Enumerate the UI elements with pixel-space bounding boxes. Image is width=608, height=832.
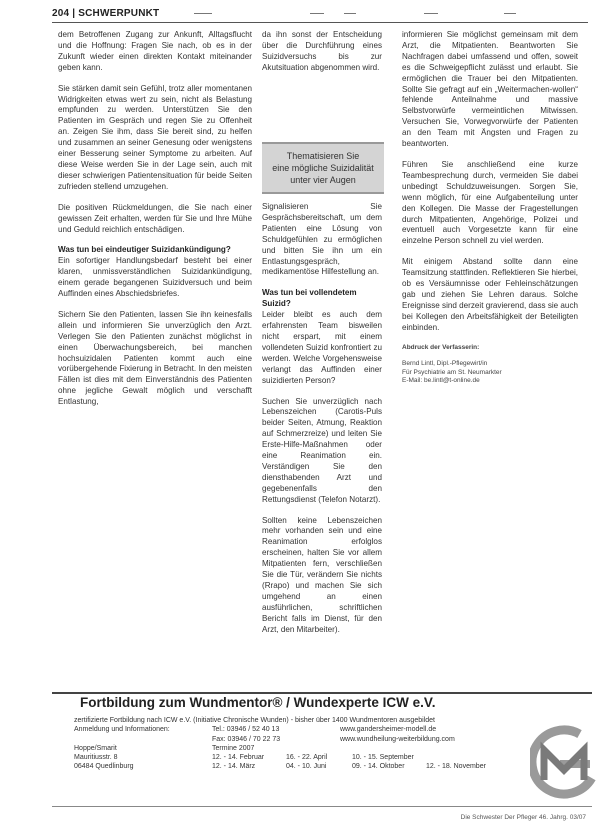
header-dash xyxy=(310,13,324,14)
paragraph: Sichern Sie den Patienten, lassen Sie ihn keinesfalls allein und informieren Sie unverzüglich den Arzt. Verlegen Sie den Patienten zunächst möglichst in einen Überwachungsbereich, bei manchen hochsuizidalen Patienten kommt auch eine vorübergehende Fixierung in Betracht. In den meisten Fällen ist dies mit dem Einverständnis des Patienten ohne jegliche Gewalt möglich und verschafft Entlastung, xyxy=(58,309,252,407)
paragraph: Leider bleibt es auch dem erfahrensten Team bisweilen nicht erspart, mit einem vollendeten Suizid konfrontiert zu werden. Welche Vorgehensweise verlangt das Auffinden einer suizidierten Person? xyxy=(262,310,382,385)
ad-org: Hoppe/Smarit xyxy=(74,745,117,752)
pull-quote-line: unter vier Augen xyxy=(290,175,356,185)
ad-city: 06484 Quedlinburg xyxy=(74,763,134,770)
column-2 xyxy=(262,202,382,646)
ad-street: Mauritiusstr. 8 xyxy=(74,754,118,761)
ad-date: 12. - 14. Februar xyxy=(212,754,265,761)
ad-date: 10. - 15. September xyxy=(352,754,414,761)
page-header xyxy=(52,8,588,24)
subheading: Was tun bei vollendetem Suizid? xyxy=(262,288,357,309)
source-line: Bernd Lintl, Dipl.-Pflegewirt/in xyxy=(402,360,488,368)
gm-logo-icon xyxy=(530,724,602,802)
paragraph: Sie stärken damit sein Gefühl, trotz aller momentanen Widrigkeiten etwas wert zu sein, nicht als Belastung empfunden zu werden. Unterstützen Sie den Patienten im Gespräch und regen Sie zu Offenheit an. Zeigen Sie ihm, dass Sie bereit sind, zu helfen und zusammen an seiner Genesung oder wenigstens einer Besserung seiner Symptome zu arbeiten. Auf diese Weise werden Sie in der Lage sein, auch mit dieser schwierigen Patientensituation für beide Seiten zufrieden stellend umzugehen. xyxy=(58,83,252,191)
advertisement-box xyxy=(52,692,592,807)
pull-quote xyxy=(262,142,384,194)
column-3 xyxy=(402,30,578,386)
paragraph: da ihn sonst der Entscheidung über die Durchführung eines Suizidversuchs bis zur Akutsituation abgenommen wird. xyxy=(262,30,382,72)
paragraph: dem Betroffenen Zugang zur Ankunft, Alltagsflucht und die Hoffnung: Fragen Sie nach, ob es in der Zukunft wieder einen direkten Kontakt miteinander geben kann. xyxy=(58,30,252,72)
ad-web-link[interactable]: www.wundheilung-weiterbildung.com xyxy=(340,736,455,743)
pull-quote-line: Thematisieren Sie xyxy=(286,151,360,161)
paragraph: Suchen Sie unverzüglich nach Lebenszeichen (Carotis-Puls beider Seiten, Atmung, Reaktion auf Schmerzreize) und leiten Sie Erste-Hilfe-Maßnahmen oder eine Reanimation ein. Verständigen Sie den diensthabenden Arzt und gegebenenfalls den Rettungsdienst (Telefon Notarzt). xyxy=(262,396,382,504)
paragraph: Ein sofortiger Handlungsbedarf besteht bei einer klaren, unmissverständlichen Suizidankündigung, einem gerade begangenen Suizidversuch und beim Auffinden eines Abschiedsbriefes. xyxy=(58,256,252,299)
ad-date: 09. - 14. Oktober xyxy=(352,763,405,770)
ad-phone: Tel.: 03946 / 52 40 13 xyxy=(212,726,280,733)
header-rule xyxy=(52,22,588,23)
paragraph: Die positiven Rückmeldungen, die Sie nach einer gewissen Zeit erhalten, werden für Sie und Ihre Mühe und Geduld reichlich entschädigen. xyxy=(58,202,252,234)
column-2-top xyxy=(262,30,382,84)
subheading: Was tun bei eindeutiger Suizidankündigung? xyxy=(58,245,231,255)
ad-contact-label: Anmeldung und Informationen: xyxy=(74,726,170,733)
ad-date: 16. - 22. April xyxy=(286,754,328,761)
ad-date: 12. - 18. November xyxy=(426,763,486,770)
ad-web-link[interactable]: www.gandersheimer-modell.de xyxy=(340,726,437,733)
author-source xyxy=(402,344,578,386)
pull-quote-line: eine mögliche Suizidalität xyxy=(272,163,374,173)
ad-date: 12. - 14. März xyxy=(212,763,256,770)
column-1 xyxy=(58,30,252,418)
paragraph: informieren Sie möglichst gemeinsam mit dem Arzt, die Mitpatienten. Beantworten Sie Nachfragen dabei umfassend und offen, soweit es die Schweigepflicht zulässt und erlaubt. Sie ermöglichen die Trauer bei den Mitpatienten. Sollte Sie gefragt auf ein „Weitermachen-wollen“ fehlende Anteilnahme und massive Selbstvorwürfe vermeintlichen Mitwissen. Versuchen Sie, Vorwegvorwürfe der Patienten an den Team mit Ängsten und Fragen zu beantworten. xyxy=(402,30,578,149)
source-line: E-Mail: be.lintl@t-online.de xyxy=(402,377,480,385)
ad-title: Fortbildung zum Wundmentor® / Wundexperte ICW e.V. xyxy=(80,695,436,710)
ad-subtitle: zertifizierte Fortbildung nach ICW e.V. (Initiative Chronische Wunden) - bisher über 1400 Wundmentoren ausgebildet xyxy=(74,717,435,724)
ad-dates-label: Termine 2007 xyxy=(212,745,255,752)
page-footer: Die Schwester Der Pfleger 46. Jahrg. 03/07 xyxy=(460,814,586,821)
source-line: Für Psychiatrie am St. Neumarkter xyxy=(402,368,502,376)
ad-date: 04. - 10. Juni xyxy=(286,763,327,770)
page-number-section: 204 | SCHWERPUNKT xyxy=(52,8,160,19)
paragraph: Signalisieren Sie Gesprächsbereitschaft, um dem Patienten eine Lösung von Schuldgefühlen zu ermöglichen und bitten Sie ihn um ein Entlastungsgespräch, medikamentöse Hilfestellung an. xyxy=(262,202,382,277)
source-label: Abdruck der Verfasserin: xyxy=(402,343,480,351)
paragraph: Führen Sie anschließend eine kurze Teambesprechung durch, vermeiden Sie dabei unbedingt Schuldzuweisungen. Sorgen Sie, wenn möglich, für eine Aufgabenteilung unter den Kollegen. Die Masse der Fragestellungen durch Mitpatienten, Angehörige, Polizei und eventuell auch Vorgesetzte kann für eine einzelne Person schnell zu viel werden. xyxy=(402,159,578,246)
header-dash xyxy=(344,13,356,14)
ad-fax: Fax: 03946 / 70 22 73 xyxy=(212,736,281,743)
paragraph: Mit einigem Abstand sollte dann eine Teamsitzung stattfinden. Reflektieren Sie hierbei, ob es Versäumnisse oder Fehleinschätzungen gab und ziehen Sie Lehren daraus. Solche Ereignisse sind derzeit gravierend, dass sie auch bei Kollegen den Arbeitsfähigkeit der Beteiligten einbinden. xyxy=(402,257,578,332)
header-dash xyxy=(504,13,516,14)
header-dash xyxy=(424,13,438,14)
header-dash xyxy=(194,13,212,14)
paragraph: Sollten keine Lebenszeichen mehr vorhanden sein und eine Reanimation erfolglos erscheinen, halten Sie vor allem Mitpatienten fern, verschließen Sie die Tür, verändern Sie nichts (Rrapo) und machen Sie sich umgehend an einen ausführlichen, schriftlichen Bericht falls im Dienst, für den Arzt, den Mitarbeiter). xyxy=(262,515,382,634)
